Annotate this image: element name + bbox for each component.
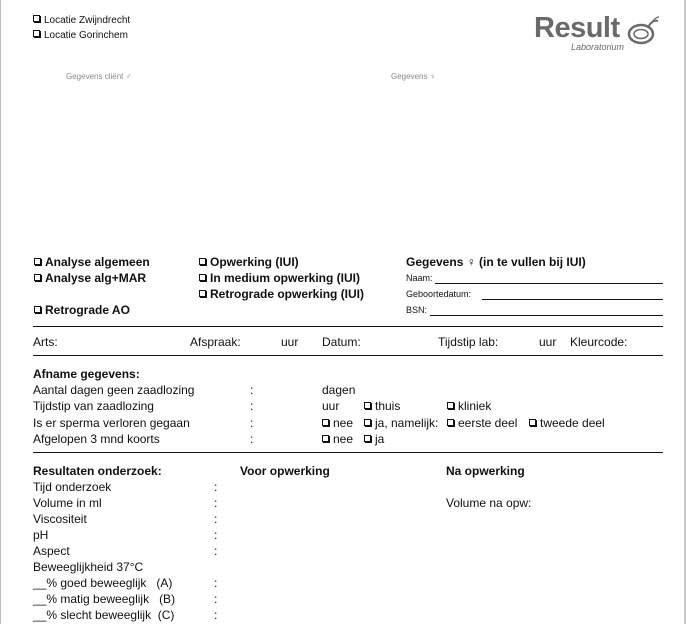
afname-row-label: Is er sperma verloren gegaan [33,416,190,430]
checkbox-icon[interactable] [199,274,206,281]
results-voor-header: Voor opwerking [240,464,330,478]
logo-title: Result [534,12,620,44]
location-option-gorinchem[interactable]: Locatie Gorinchem [33,30,128,41]
datum-label: Datum: [322,335,361,349]
checkbox-icon[interactable] [529,419,536,426]
arts-label: Arts: [33,335,58,349]
checkbox-icon[interactable] [33,15,40,22]
option-opwerking-iui[interactable]: Opwerking (IUI) [199,255,299,269]
checkbox-icon[interactable] [322,419,329,426]
result-row-label: Aspect [33,544,70,558]
result-row-colon: : [214,576,218,590]
checkbox-icon[interactable] [34,258,41,265]
option-nee[interactable]: nee [322,432,353,446]
afname-row-colon: : [250,416,254,430]
option-eerste-deel[interactable]: eerste deel [447,416,517,430]
afname-row-unit: dagen [322,383,356,397]
option-retrograde-opwerking[interactable]: Retrograde opwerking (IUI) [199,287,364,301]
afname-row-label: Tijdstip van zaadlozing [33,399,154,413]
checkbox-icon[interactable] [34,306,41,313]
afname-row-unit: uur [322,399,340,413]
option-nee[interactable]: nee [322,416,353,430]
result-row-colon: : [214,480,218,494]
divider [33,355,663,356]
afname-row-colon: : [250,399,254,413]
option-ja[interactable]: ja [364,432,384,446]
logo-subtitle: Laboratorium [571,42,625,52]
results-na-header: Na opwerking [446,464,525,478]
page-edge-right [684,0,686,624]
result-row-label: __% goed beweeglijk (A) [33,576,173,590]
option-analyse-algemeen[interactable]: Analyse algemeen [34,255,150,269]
checkbox-icon[interactable] [34,274,41,281]
tijdstip-lab-label: Tijdstip lab: [438,335,499,349]
iui-name-label: Naam: [406,273,433,283]
afname-title: Afname gegevens: [33,367,140,381]
option-analyse-alg-mar[interactable]: Analyse alg+MAR [34,271,146,285]
option-thuis[interactable]: thuis [364,399,400,413]
result-logo [534,12,620,45]
checkbox-icon[interactable] [199,290,206,297]
checkbox-icon[interactable] [199,258,206,265]
result-row-colon: : [214,544,218,558]
afname-row-label: Afgelopen 3 mnd koorts [33,432,160,446]
location-option-zwijndrecht[interactable]: Locatie Zwijndrecht [33,15,130,26]
option-tweede-deel[interactable]: tweede deel [529,416,605,430]
result-row-label: Tijd onderzoek [33,480,112,494]
page-edge-left [0,0,1,624]
checkbox-icon[interactable] [447,402,454,409]
iui-bsn-label: BSN: [406,305,428,315]
sperm-logo-icon [626,15,660,47]
option-retrograde-ao[interactable]: Retrograde AO [34,303,130,317]
afname-row-label: Aantal dagen geen zaadlozing [33,383,195,397]
result-row-colon: : [214,496,218,510]
iui-name-field[interactable] [435,283,663,284]
checkbox-icon[interactable] [322,435,329,442]
option-in-medium-opwerking[interactable]: In medium opwerking (IUI) [199,271,360,285]
tijdstip-lab-unit: uur [539,335,557,349]
volume-na-label: Volume na opw: [446,496,532,510]
iui-birthdate-label: Geboortedatum: [406,289,472,299]
result-row-colon: : [214,512,218,526]
result-row-label: Volume in ml [33,496,102,510]
checkbox-icon[interactable] [364,435,371,442]
afspraak-label: Afspraak: [190,335,241,349]
iui-bsn-field[interactable] [430,315,663,316]
checkbox-icon[interactable] [447,419,454,426]
afname-row-colon: : [250,383,254,397]
afspraak-unit: uur [281,335,299,349]
results-title: Resultaten onderzoek: [33,464,162,478]
checkbox-icon[interactable] [364,419,371,426]
kleurcode-label: Kleurcode: [570,335,628,349]
divider [33,452,663,453]
afname-row-colon: : [250,432,254,446]
iui-info-title: Gegevens ♀ (in te vullen bij IUI) [406,255,586,269]
result-row-label: pH [33,528,49,542]
checkbox-icon[interactable] [33,30,40,37]
result-row-label: Beweeglijkheid 37°C [33,560,144,574]
result-row-colon: : [214,608,218,622]
divider [33,326,663,327]
result-row-label: Viscositeit [33,512,87,526]
result-row-label: __% matig beweeglijk (B) [33,592,176,606]
option-kliniek[interactable]: kliniek [447,399,491,413]
option-ja-namelijk[interactable]: ja, namelijk: [364,416,438,430]
checkbox-icon[interactable] [364,402,371,409]
result-row-colon: : [214,592,218,606]
result-row-label: __% slecht beweeglijk (C) [33,608,175,622]
result-row-colon: : [214,528,218,542]
iui-birthdate-field[interactable] [482,299,663,300]
client-data-label: Gegevens cliënt ♂ [66,72,132,81]
partner-data-label: Gegevens ♀ [391,72,436,81]
